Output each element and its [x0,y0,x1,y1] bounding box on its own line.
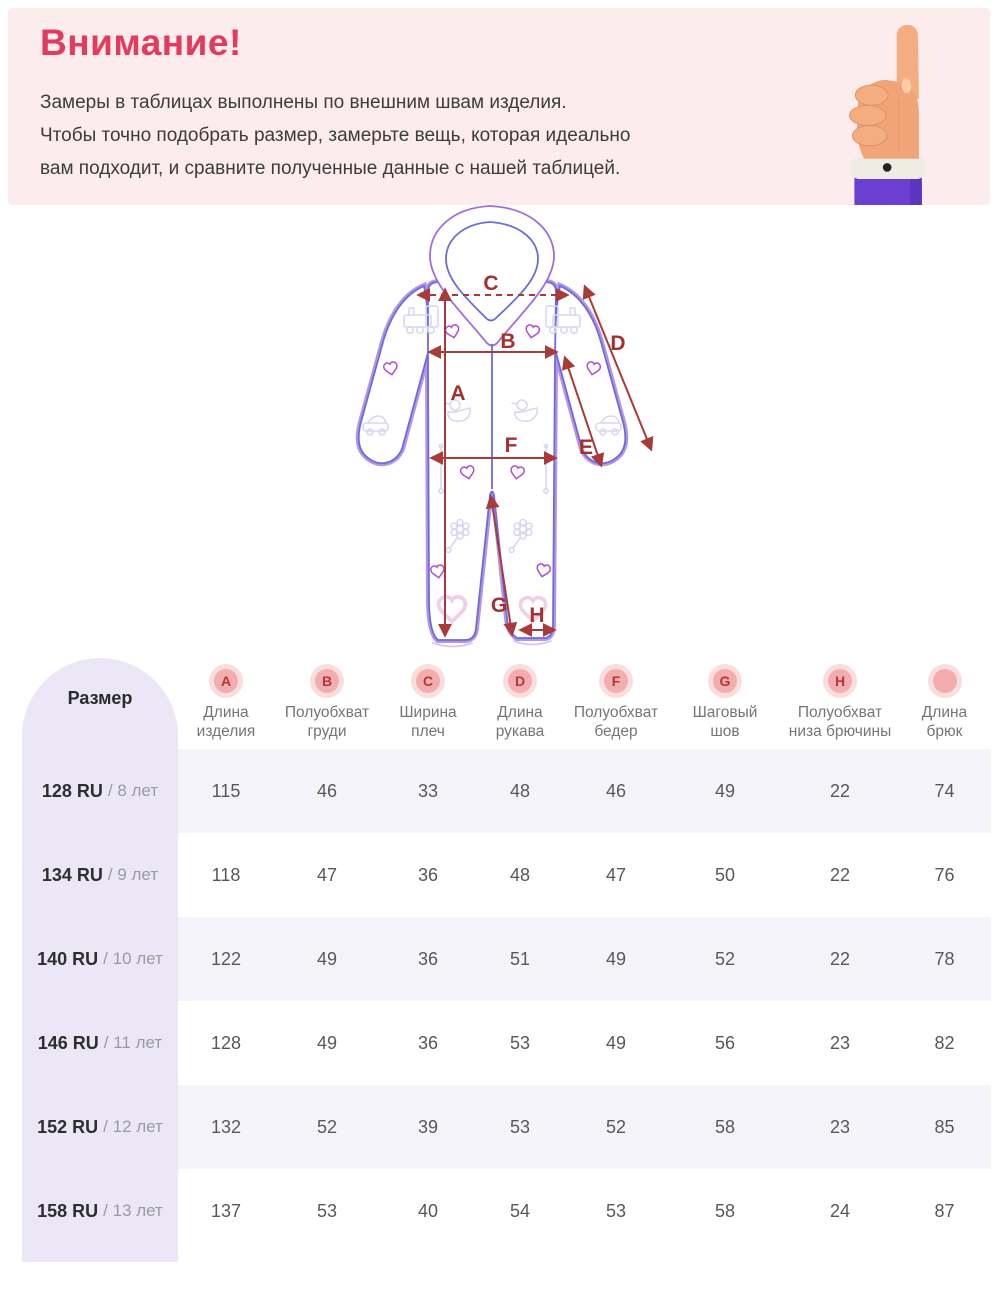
cell: 52 [316,1116,338,1137]
cell: 49 [714,780,736,801]
measure-label-g: G [490,594,508,617]
cell: 118 [211,864,241,885]
cell: 58 [714,1200,736,1221]
table-row [22,833,991,917]
table-row [22,1001,991,1085]
cell: 49 [316,1032,338,1053]
cell: 76 [934,864,955,885]
measure-label-h: H [529,604,545,627]
cell: 48 [509,780,531,801]
cell: 49 [605,948,627,969]
cell: 115 [211,780,241,801]
cell: 22 [829,780,851,801]
cell: 56 [714,1032,736,1053]
measure-badge-f: F [599,664,633,698]
cell: 53 [509,1116,531,1137]
cell: 39 [417,1116,439,1137]
cell: 53 [316,1200,338,1221]
measure-label-a: A [450,382,466,405]
cell: 36 [417,1032,439,1053]
cell: 52 [714,948,736,969]
banner-title: Внимание! [40,22,242,63]
column-header-c: C Ширина плеч [380,658,476,749]
cell: 22 [829,948,851,969]
measure-label-e: E [578,436,594,459]
cell: 23 [829,1116,851,1137]
cell: 82 [934,1032,955,1053]
size-label: 140 RU / 10 лет [37,948,163,969]
cell: 23 [829,1032,851,1053]
cell: 47 [605,864,627,885]
cell: 132 [210,1116,242,1137]
cell: 74 [934,780,955,801]
measure-badge-blank [928,664,962,698]
cell: 51 [509,948,531,969]
size-label: 158 RU / 13 лет [37,1200,163,1221]
column-header-h: H Полуобхват низа брючины [782,658,898,749]
cell: 46 [605,780,627,801]
left-foot-sole [433,643,472,647]
cell: 52 [605,1116,627,1137]
measure-badge-g: G [708,664,742,698]
column-header-f: F Полуобхват бедер [564,658,668,749]
measure-badge-d: D [503,664,537,698]
cell: 46 [316,780,338,801]
cell: 33 [417,780,439,801]
table-row [22,1085,991,1169]
size-label: 152 RU / 12 лет [37,1116,163,1137]
size-label: 128 RU / 8 лет [41,780,159,801]
measure-label-f: F [504,434,518,457]
measure-label-d: D [610,332,626,355]
measure-badge-b: B [310,664,344,698]
cell: 54 [509,1200,531,1221]
banner-line-1: Замеры в таблицах выполнены по внешним швам изделия. [40,92,567,113]
right-foot-sole [514,641,551,645]
measure-badge-c: C [411,664,445,698]
banner-line-2: Чтобы точно подобрать размер, замерьте вещь, которая идеально [40,125,631,146]
cell: 48 [509,864,531,885]
column-header-b: B Полуобхват груди [274,658,380,749]
cell: 50 [714,864,736,885]
column-header-a: A Длина изделия [178,658,274,749]
cell: 40 [417,1200,439,1221]
cell: 47 [316,864,338,885]
size-column-header: Размер [67,688,133,708]
cell: 36 [417,948,439,969]
pointing-hand-icon [841,22,941,205]
column-header-g: G Шаговый шов [668,658,782,749]
column-header-d: D Длина рукава [476,658,564,749]
attention-banner [8,8,990,205]
cell: 137 [210,1200,242,1221]
table-row [22,749,991,833]
cell: 78 [934,948,955,969]
column-header-pants-length: Длина брюк [898,658,991,749]
cell: 122 [210,948,242,969]
size-table [22,658,991,1262]
table-row [22,917,991,1001]
table-header [178,658,991,749]
banner-line-3: вам подходит, и сравните полученные данные с нашей таблицей. [40,158,621,179]
measure-label-b: B [500,330,516,353]
measure-badge-h: H [823,664,857,698]
garment-measurement-diagram [0,200,1000,660]
cell: 49 [605,1032,627,1053]
cell: 128 [210,1032,242,1053]
cell: 22 [829,864,851,885]
size-label: 146 RU / 11 лет [37,1032,163,1053]
measure-label-c: C [483,272,499,295]
cell: 87 [934,1200,955,1221]
cell: 85 [934,1116,955,1137]
cell: 53 [509,1032,531,1053]
cell: 58 [714,1116,736,1137]
cell: 53 [605,1200,627,1221]
measure-badge-a: A [209,664,243,698]
cell: 24 [829,1200,851,1221]
cell: 36 [417,864,439,885]
table-row [22,1169,991,1253]
cell: 49 [316,948,338,969]
size-label: 134 RU / 9 лет [41,864,159,885]
banner-text [40,86,760,185]
